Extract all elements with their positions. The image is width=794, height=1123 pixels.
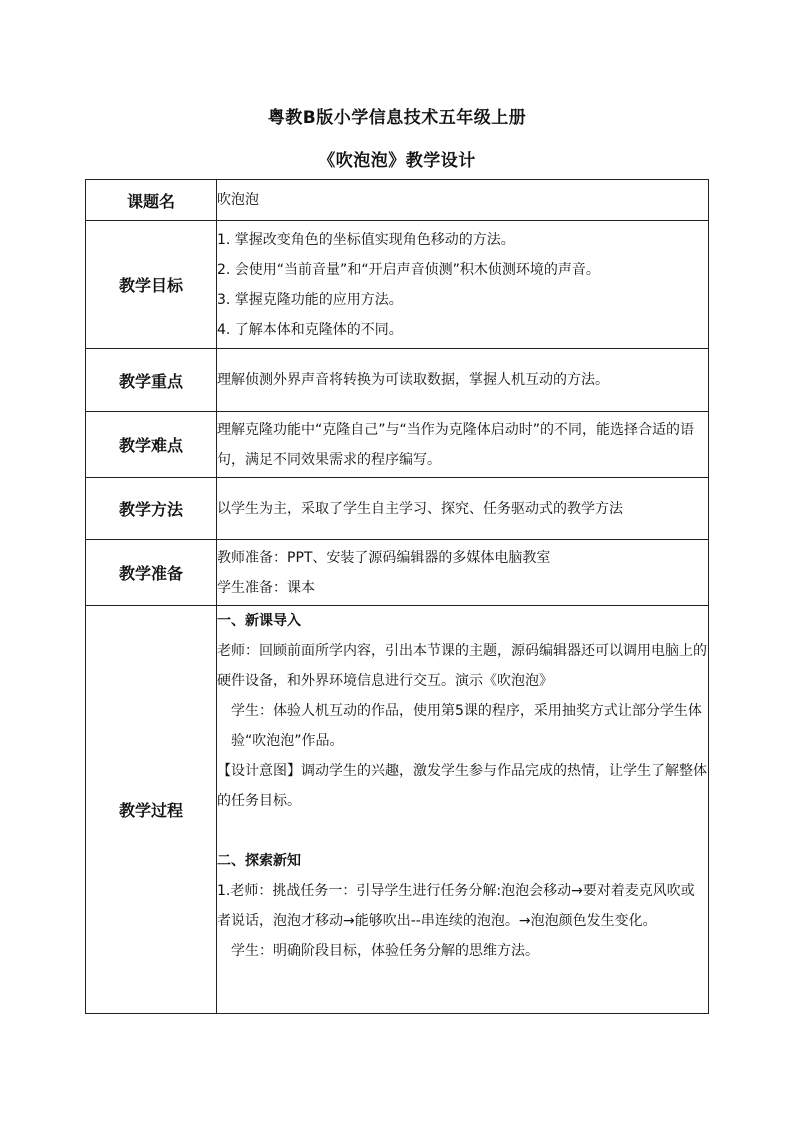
student-paragraph: 学生：明确阶段目标，体验任务分解的思维方法。 <box>231 943 539 959</box>
design-intent-paragraph: 【设计意图】调动学生的兴趣，激发学生参与作品完成的热情，让学生了解整体的任务目标。 <box>217 763 707 809</box>
goals-label: 教学目标 <box>86 221 217 349</box>
table-row-difficulties <box>86 412 709 478</box>
key-points-label: 教学重点 <box>86 349 217 412</box>
teacher-preparation: 教师准备：PPT、安装了源码编辑器的多媒体电脑教室 <box>217 549 551 566</box>
topic-label: 课题名 <box>86 180 217 221</box>
table-row-topic <box>86 180 709 221</box>
teacher-paragraph: 老师：回顾前面所学内容，引出本节课的主题，源码编辑器还可以调用电脑上的硬件设备，和外界环境信息进行交互。演示《吹泡泡》 <box>217 643 707 689</box>
teacher-paragraph: 1.老师：挑战任务一：引导学生进行任务分解:泡泡会移动→要对着麦克风吹或者说话，泡泡才移动→能够吹出--串连续的泡泡。→泡泡颜色发生变化。 <box>217 883 695 929</box>
key-points-value: 理解侦测外界声音将转换为可读取数据，掌握人机互动的方法。 <box>217 349 709 412</box>
goal-item: 2. 会使用“当前音量”和“开启声音侦测”积木侦测环境的声音。 <box>217 261 600 278</box>
section-heading: 二、探索新知 <box>217 853 301 869</box>
section-heading: 一、新课导入 <box>217 613 301 629</box>
table-row-method <box>86 478 709 540</box>
process-content <box>217 606 709 1014</box>
table-row-goals <box>86 221 709 349</box>
table-row-preparation <box>86 540 709 606</box>
lesson-plan-table <box>85 179 709 1014</box>
goal-item: 4. 了解本体和克隆体的不同。 <box>217 321 403 338</box>
method-label: 教学方法 <box>86 478 217 540</box>
document-title: 粤教B版小学信息技术五年级上册 <box>267 108 527 128</box>
paragraph-spacer <box>217 816 708 846</box>
preparation-value <box>217 540 709 606</box>
difficulties-value: 理解克隆功能中“克隆自己”与“当作为克隆体启动时”的不同，能选择合适的语句，满足不同效果需求的程序编写。 <box>217 412 709 478</box>
table-row-process <box>86 606 709 1014</box>
student-paragraph: 学生：体验人机互动的作品，使用第5课的程序，采用抽奖方式让部分学生体验“吹泡泡”作品。 <box>231 703 702 749</box>
goals-list <box>217 221 709 349</box>
document-subtitle: 《吹泡泡》教学设计 <box>318 151 476 171</box>
table-row-key-points <box>86 349 709 412</box>
topic-value: 吹泡泡 <box>217 180 709 221</box>
preparation-label: 教学准备 <box>86 540 217 606</box>
method-value: 以学生为主，采取了学生自主学习、探究、任务驱动式的教学方法 <box>217 478 709 540</box>
goal-item: 1. 掌握改变角色的坐标值实现角色移动的方法。 <box>217 231 515 248</box>
student-preparation: 学生准备：课本 <box>217 579 315 596</box>
process-label: 教学过程 <box>86 606 217 1014</box>
goal-item: 3. 掌握克隆功能的应用方法。 <box>217 291 403 308</box>
difficulties-label: 教学难点 <box>86 412 217 478</box>
